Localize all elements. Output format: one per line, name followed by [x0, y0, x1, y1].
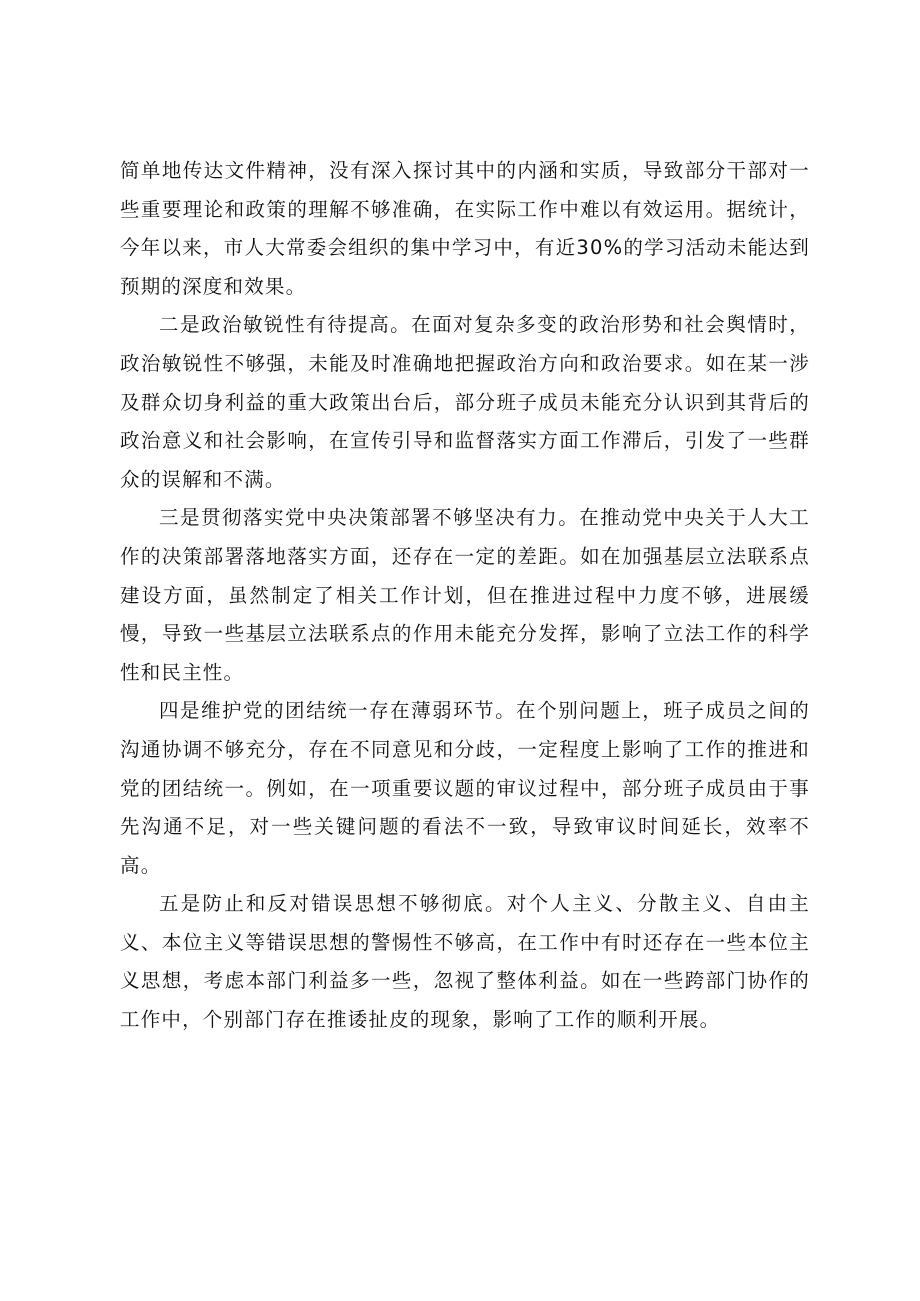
paragraph-point-five: 五是防止和反对错误思想不够彻底。对个人主义、分散主义、自由主义、本位主义等错误思想的警惕性不够高，在工作中有时还存在一些本位主义思想，考虑本部门利益多一些，忽视了整体利益。如在一些跨部门协作的工作中，个别部门存在推诿扯皮的现象，影响了工作的顺利开展。 — [120, 892, 810, 1032]
paragraph-point-three: 三是贯彻落实党中央决策部署不够坚决有力。在推动党中央关于人大工作的决策部署落地落实方面，还存在一定的差距。如在加强基层立法联系点建设方面，虽然制定了相关工作计划，但在推进过程中力度不够，进展缓慢，导致一些基层立法联系点的作用未能充分发挥，影响了立法工作的科学性和民主性。 — [120, 506, 810, 684]
paragraph-point-two: 二是政治敏锐性有待提高。在面对复杂多变的政治形势和社会舆情时，政治敏锐性不够强，未能及时准确地把握政治方向和政治要求。如在某一涉及群众切身利益的重大政策出台后，部分班子成员未能充分认识到其背后的政治意义和社会影响，在宣传引导和监督落实方面工作滞后，引发了一些群众的误解和不满。 — [120, 313, 810, 491]
paragraph-continuation: 简单地传达文件精神，没有深入探讨其中的内涵和实质，导致部分干部对一些重要理论和政策的理解不够准确，在实际工作中难以有效运用。据统计，今年以来，市人大常委会组织的集中学习中，有近30%的学习活动未能达到预期的深度和效果。 — [120, 159, 810, 298]
document-body — [120, 152, 810, 1040]
paragraph-point-four: 四是维护党的团结统一存在薄弱环节。在个别问题上，班子成员之间的沟通协调不够充分，存在不同意见和分歧，一定程度上影响了工作的推进和党的团结统一。例如，在一项重要议题的审议过程中，部分班子成员由于事先沟通不足，对一些关键问题的看法不一致，导致审议时间延长，效率不高。 — [120, 699, 810, 877]
